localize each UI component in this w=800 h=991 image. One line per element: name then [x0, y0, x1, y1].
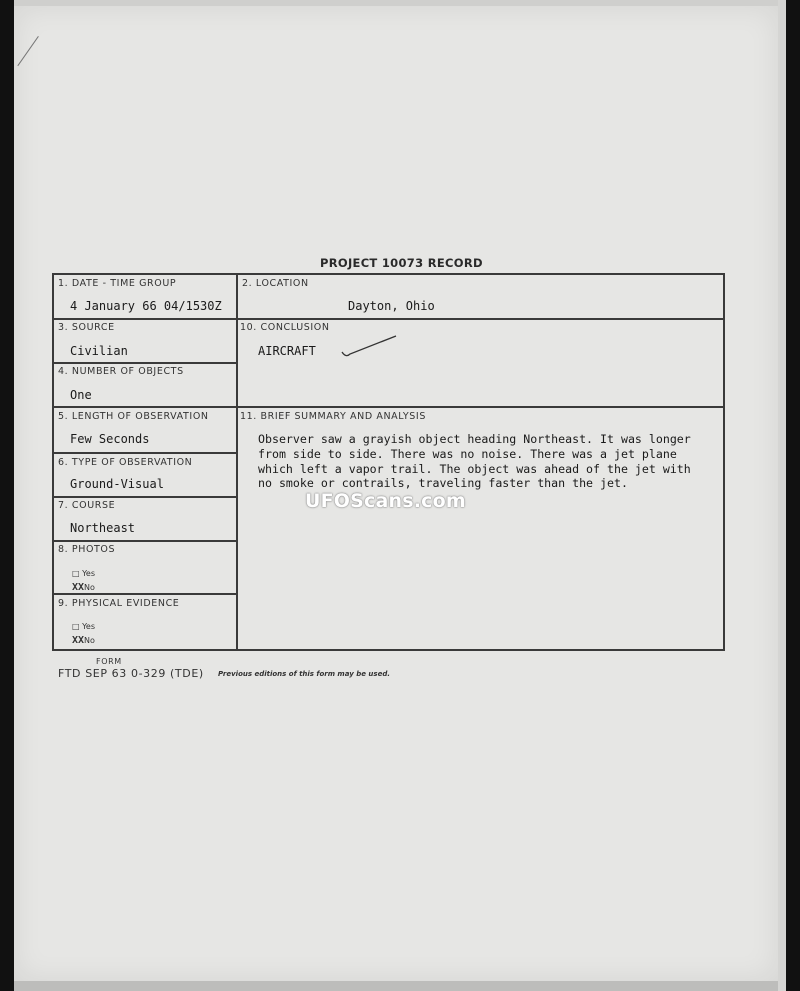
- row-divider: [52, 540, 236, 542]
- row-divider: [52, 452, 236, 454]
- row-divider: [52, 318, 725, 320]
- photos-label: 8. PHOTOS: [58, 544, 116, 555]
- length-of-observation-value: Few Seconds: [70, 432, 150, 446]
- summary-line: no smoke or contrails, traveling faster than the jet.: [258, 476, 628, 491]
- photos-no-label: No: [84, 583, 95, 592]
- source-value: Civilian: [70, 344, 128, 358]
- footer-form-word: FORM: [96, 657, 122, 666]
- source-label: 3. SOURCE: [58, 322, 115, 333]
- row-divider: [52, 406, 725, 408]
- row-divider: [52, 593, 236, 595]
- check-mark-icon: [338, 332, 400, 360]
- footer-note: Previous editions of this form may be used.: [218, 670, 390, 678]
- row-divider: [52, 362, 236, 364]
- photos-no-option: [72, 582, 95, 593]
- evidence-no-mark: XX: [72, 635, 85, 646]
- paper-right-edge: [778, 0, 786, 991]
- type-of-observation-label: 6. TYPE OF OBSERVATION: [58, 457, 193, 468]
- number-of-objects-label: 4. NUMBER OF OBJECTS: [58, 366, 184, 377]
- date-time-group-value: 4 January 66 04/1530Z: [70, 299, 222, 313]
- course-value: Northeast: [70, 521, 136, 535]
- summary-label: 11. BRIEF SUMMARY AND ANALYSIS: [240, 411, 426, 422]
- type-of-observation-value: Ground-Visual: [70, 477, 164, 491]
- summary-line: which left a vapor trail. The object was ahead of the jet with: [258, 461, 691, 476]
- conclusion-label: 10. CONCLUSION: [240, 322, 330, 333]
- location-value: Dayton, Ohio: [348, 299, 435, 313]
- footer-form-id: FTD SEP 63 0-329 (TDE): [58, 667, 204, 680]
- summary-line: Observer saw a grayish object heading Northeast. It was longer: [258, 432, 691, 446]
- length-of-observation-label: 5. LENGTH OF OBSERVATION: [58, 411, 209, 422]
- evidence-yes-option: □ Yes: [72, 622, 96, 631]
- evidence-yes-label: Yes: [82, 622, 96, 631]
- column-divider: [236, 273, 238, 651]
- number-of-objects-value: One: [70, 388, 92, 402]
- form-title: PROJECT 10073 RECORD: [320, 256, 483, 270]
- photos-no-mark: XX: [72, 582, 85, 593]
- paper-bottom-edge: [14, 981, 778, 991]
- photos-yes-option: □ Yes: [72, 569, 96, 578]
- summary-line: from side to side. There was no noise. There was a jet plane: [258, 446, 677, 461]
- summary-text: [258, 432, 738, 491]
- watermark: UFOScans.com: [305, 490, 466, 512]
- date-time-group-label: 1. DATE - TIME GROUP: [58, 278, 177, 289]
- evidence-no-label: No: [84, 636, 95, 645]
- location-label: 2. LOCATION: [242, 278, 309, 289]
- evidence-no-option: [72, 635, 95, 646]
- row-divider: [52, 496, 236, 498]
- physical-evidence-label: 9. PHYSICAL EVIDENCE: [58, 598, 180, 609]
- course-label: 7. COURSE: [58, 500, 116, 511]
- conclusion-value: AIRCRAFT: [258, 344, 316, 358]
- photos-yes-label: Yes: [82, 569, 96, 578]
